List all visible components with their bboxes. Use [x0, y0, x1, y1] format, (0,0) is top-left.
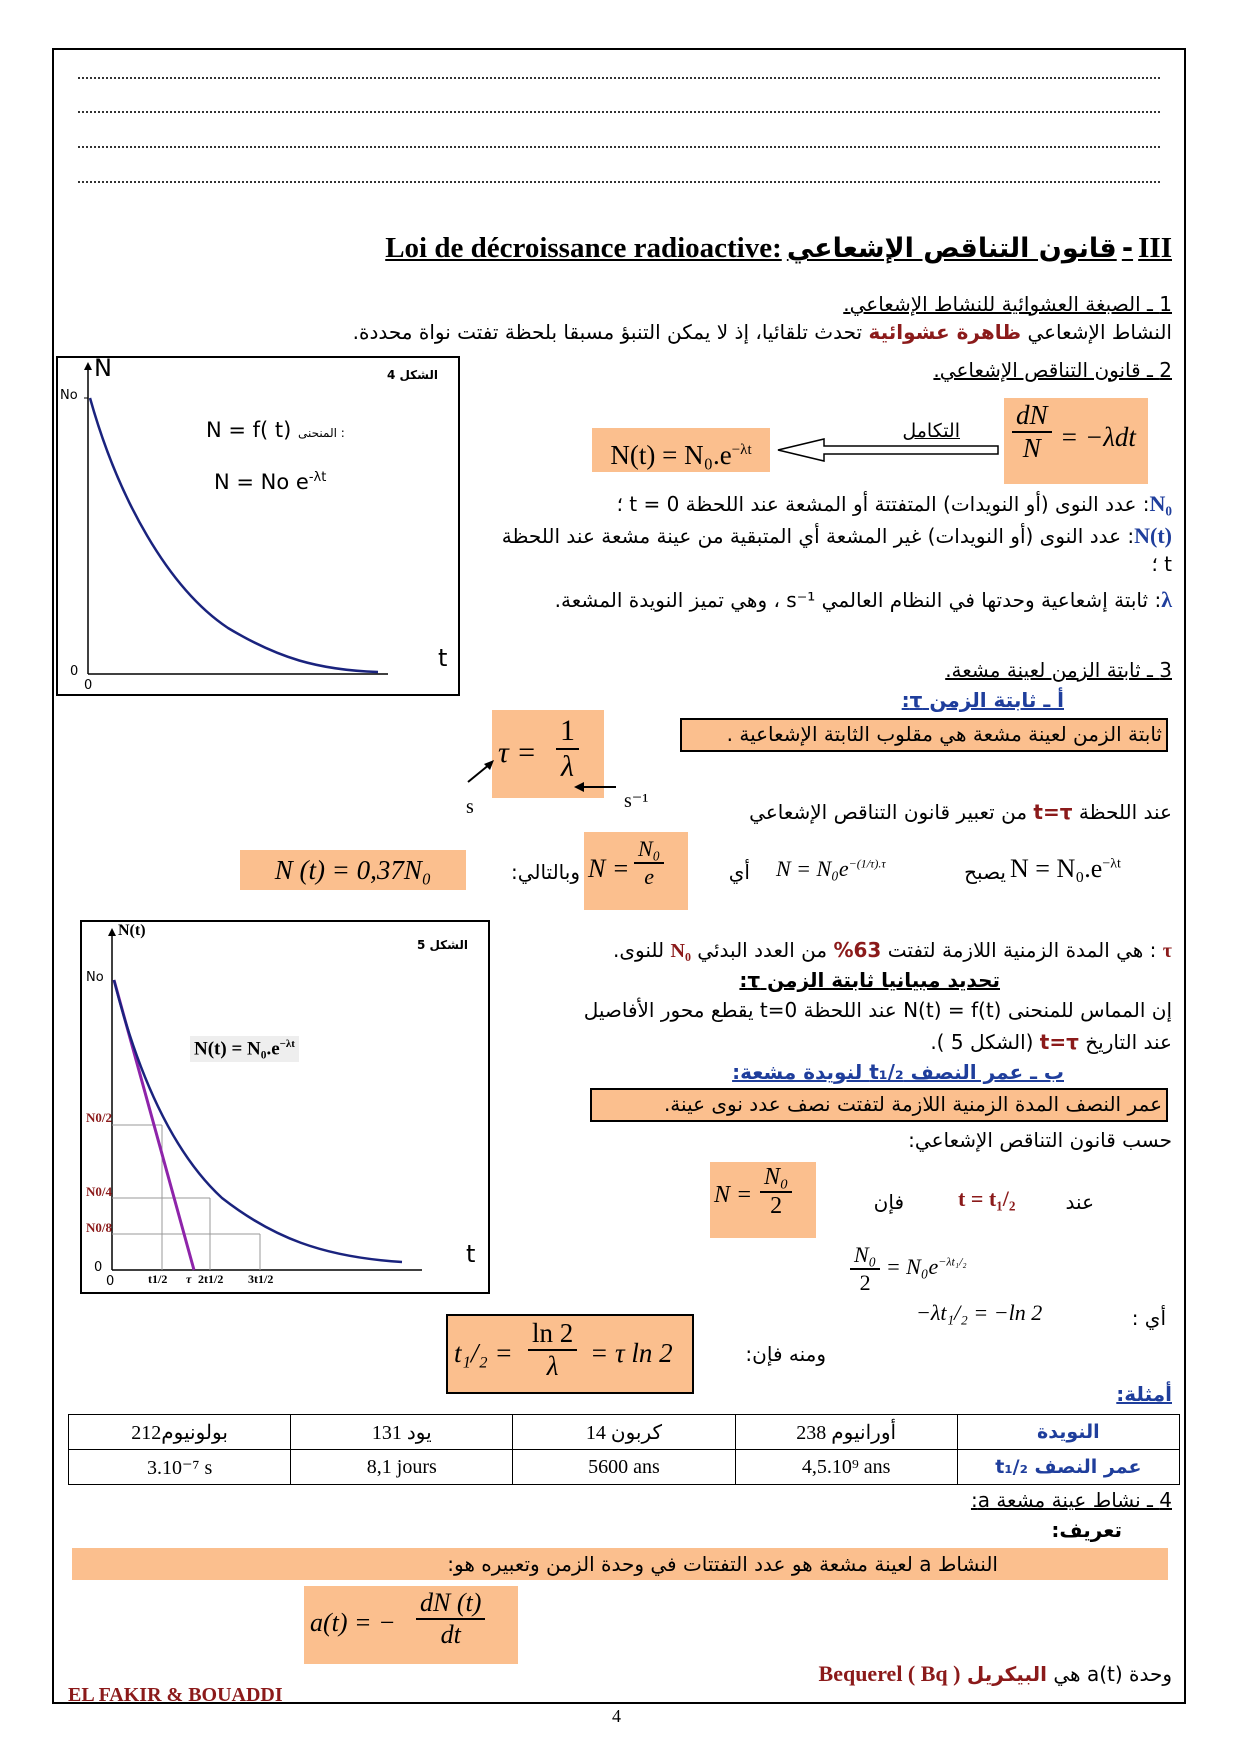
tau-meaning: τ : هي المدة الزمنية اللازمة لتفتت 63% من العدد البدئي N₀ للنوى.	[613, 938, 1172, 962]
table-cell: يود 131	[291, 1415, 513, 1450]
y-eighth-label: N0/8	[86, 1220, 112, 1235]
unit-arrow-left	[464, 756, 504, 786]
x-2t-half-label: 2t1/2	[198, 1272, 224, 1286]
ie2-label: أي :	[1131, 1306, 1166, 1330]
section-title: Loi de décroissance radioactive: قانون التناقص الإشعاعي - III	[385, 232, 1172, 264]
definition-heading: تعريف:	[1051, 1518, 1122, 1542]
subsection-heading: 3 ـ ثابتة الزمن لعينة مشعة.	[945, 658, 1172, 682]
unit-s: s	[466, 796, 474, 818]
examples-heading: أمثلة:	[1116, 1382, 1172, 1406]
integration-arrow	[776, 438, 1000, 462]
instant-text: عند اللحظة t=τ من تعبير قانون التناقص الإشعاعي	[749, 800, 1172, 824]
law-formula: $N(t) = N_0.e^{-\lambda t}$	[592, 428, 770, 472]
y-quarter-label: N0/4	[86, 1184, 112, 1199]
sub-b-heading: ب ـ عمر النصف t₁/₂ لنويدة مشعة:	[732, 1060, 1064, 1084]
y-tick-label: No	[60, 388, 78, 403]
y-axis-arrow	[84, 362, 92, 370]
table-cell: 3.10⁻⁷ s	[69, 1450, 291, 1485]
subsection-heading: 1 ـ الصبغة العشوائية للنشاط الإشعاعي.	[843, 292, 1172, 316]
tau-formula: τ = $\frac{1}{\lambda}$	[492, 710, 604, 798]
origin-y: 0	[94, 1260, 103, 1275]
table-cell: 4,5.10⁹ ans	[735, 1450, 957, 1485]
section-title-arabic: قانون التناقص الإشعاعي	[786, 233, 1117, 264]
decay-chart	[58, 358, 458, 694]
x-t-half-label: t1/2	[148, 1272, 168, 1286]
y-axis-label: N	[94, 354, 112, 382]
x-axis-label: t	[438, 644, 448, 672]
figure-4	[56, 356, 460, 696]
table-header: النويدة	[957, 1415, 1179, 1450]
table-header: عمر النصف t₁/₂	[957, 1450, 1179, 1485]
ln-equation: −λt₁/₂ = −ln 2	[916, 1300, 1043, 1325]
paragraph: النشاط الإشعاعي ظاهرة عشوائية تحدث تلقائيا، إذ لا يمكن التنبؤ مسبقا بلحظة تفتت نواة محددة.	[352, 320, 1172, 344]
table-row	[69, 1450, 1180, 1485]
subsection-heading: 4 ـ نشاط عينة مشعة a:	[970, 1488, 1172, 1512]
x-3t-half-label: 3t1/2	[248, 1272, 274, 1286]
answer-line	[78, 76, 1160, 79]
hence-label: ومنه فإن:	[745, 1342, 826, 1366]
t-half-condition: t = t₁/₂	[958, 1186, 1016, 1211]
x-tau-label: τ	[186, 1272, 192, 1286]
table-row	[69, 1415, 1180, 1450]
x-axis-label: t	[466, 1240, 476, 1268]
at-label: عند	[1065, 1190, 1094, 1214]
half-equation: $\frac{\text{N₀}}{2}$ = $N_0e^{-\lambda t_1/_2}$	[850, 1242, 967, 1296]
figure-label: الشكل 4	[386, 368, 438, 382]
graphical-heading: تحديد مبيانيا ثابتة الزمن τ:	[739, 968, 1000, 992]
half-life-formula: t₁/₂ = $\frac{\ln 2}{\lambda}$ = τ ln 2	[446, 1314, 694, 1394]
def-n0: N₀: عدد النوى (أو النويدات) المتفتتة أو المشعة عند اللحظة t = 0 ؛	[616, 491, 1172, 516]
answer-line	[78, 180, 1160, 183]
half-life-chart	[82, 922, 488, 1292]
table-cell: بولونيوم212	[69, 1415, 291, 1450]
unit-arrow-right	[572, 780, 618, 794]
authors: EL FAKIR & BOUADDI	[68, 1684, 283, 1706]
table-cell: كربون 14	[513, 1415, 735, 1450]
activity-formula: a(t) = − $\frac{dN (t)}{dt}$	[304, 1586, 518, 1664]
y-tick-label: No	[86, 970, 104, 985]
table-cell: 5600 ans	[513, 1450, 735, 1485]
half-n-formula: N = $\frac{\text{N₀}}{2}$	[710, 1162, 816, 1238]
def-nt: N(t): عدد النوى (أو النويدات) غير المشعة أي المتبقية من عينة مشعة عند اللحظة t ؛	[501, 523, 1172, 576]
subsection-heading: 2 ـ قانون التناقص الإشعاعي.	[933, 358, 1172, 382]
half-life-table	[68, 1414, 1180, 1485]
exponential-equation: N = No $e^{-\lambda t}$	[214, 470, 327, 494]
tau-definition: ثابتة الزمن لعينة مشعة هي مقلوب الثابتة الإشعاعية .	[680, 718, 1168, 752]
page-number: 4	[612, 1706, 621, 1726]
activity-unit: وحدة a(t) هي البيكريل Bequerel ( Bq )	[818, 1661, 1172, 1686]
becomes-label: يصبح	[964, 860, 1006, 884]
section-title-french: Loi de décroissance radioactive:	[385, 232, 782, 264]
figure-label: الشكل 5	[416, 938, 468, 952]
graphical-text-2: عند التاريخ t=τ (الشكل 5 ).	[930, 1030, 1172, 1054]
then-label: فإن	[873, 1190, 904, 1214]
origin-y: 0	[70, 664, 79, 679]
figure-5	[80, 920, 490, 1294]
y-half-label: N0/2	[86, 1110, 112, 1125]
unit-s-inverse: s⁻¹	[624, 790, 649, 812]
n-over-e: N = $\frac{\text{N₀}}{e}$	[584, 832, 688, 910]
section-number: III	[1138, 232, 1172, 264]
sub-a-heading: أ ـ ثابتة الزمن τ:	[901, 688, 1064, 712]
per-law-text: حسب قانون التناقص الإشعاعي:	[908, 1128, 1172, 1152]
y-axis-label: N(t)	[118, 922, 146, 939]
answer-line	[78, 145, 1160, 148]
def-lambda: λ: ثابتة إشعاعية وحدتها في النظام العالمي s⁻¹ ، وهي تميز النويدة المشعة.	[554, 587, 1172, 612]
graphical-text: إن المماس للمنحنى N(t) = f(t) عند اللحظة t=0 يقطع محور الأفاصيل	[583, 998, 1172, 1022]
figure-formula: $N(t) = N_0.e^{-\lambda t}$	[190, 1036, 299, 1062]
activity-definition: النشاط a لعينة مشعة هو عدد التفتتات في وحدة الزمن وتعبيره هو:	[72, 1548, 1168, 1580]
therefore-label: وبالتالي:	[510, 860, 580, 884]
table-cell: أورانيوم 238	[735, 1415, 957, 1450]
curve-equation: N = f( t) المنحنى :	[206, 418, 345, 442]
y-axis-arrow	[108, 928, 116, 936]
half-life-definition: عمر النصف المدة الزمنية اللازمة لتفتت نصف عدد نوى عينة.	[590, 1088, 1168, 1122]
differential-equation: $\frac{dN}{N}$ = −λdt	[1004, 398, 1148, 484]
decay-curve	[114, 980, 402, 1262]
origin-x: 0	[106, 1274, 115, 1289]
n-law: $N = N_0.e^{-\lambda t}$	[1010, 854, 1121, 883]
integration-label: التكامل	[902, 420, 960, 442]
n-substituted: $N = N_0e^{-(1/\tau).\tau}$	[776, 856, 886, 881]
origin-x: 0	[84, 678, 93, 693]
table-cell: 8,1 jours	[291, 1450, 513, 1485]
tau-result: N (t) = 0,37N₀	[240, 850, 466, 890]
ie-label: أي	[728, 860, 750, 884]
answer-line	[78, 110, 1160, 113]
